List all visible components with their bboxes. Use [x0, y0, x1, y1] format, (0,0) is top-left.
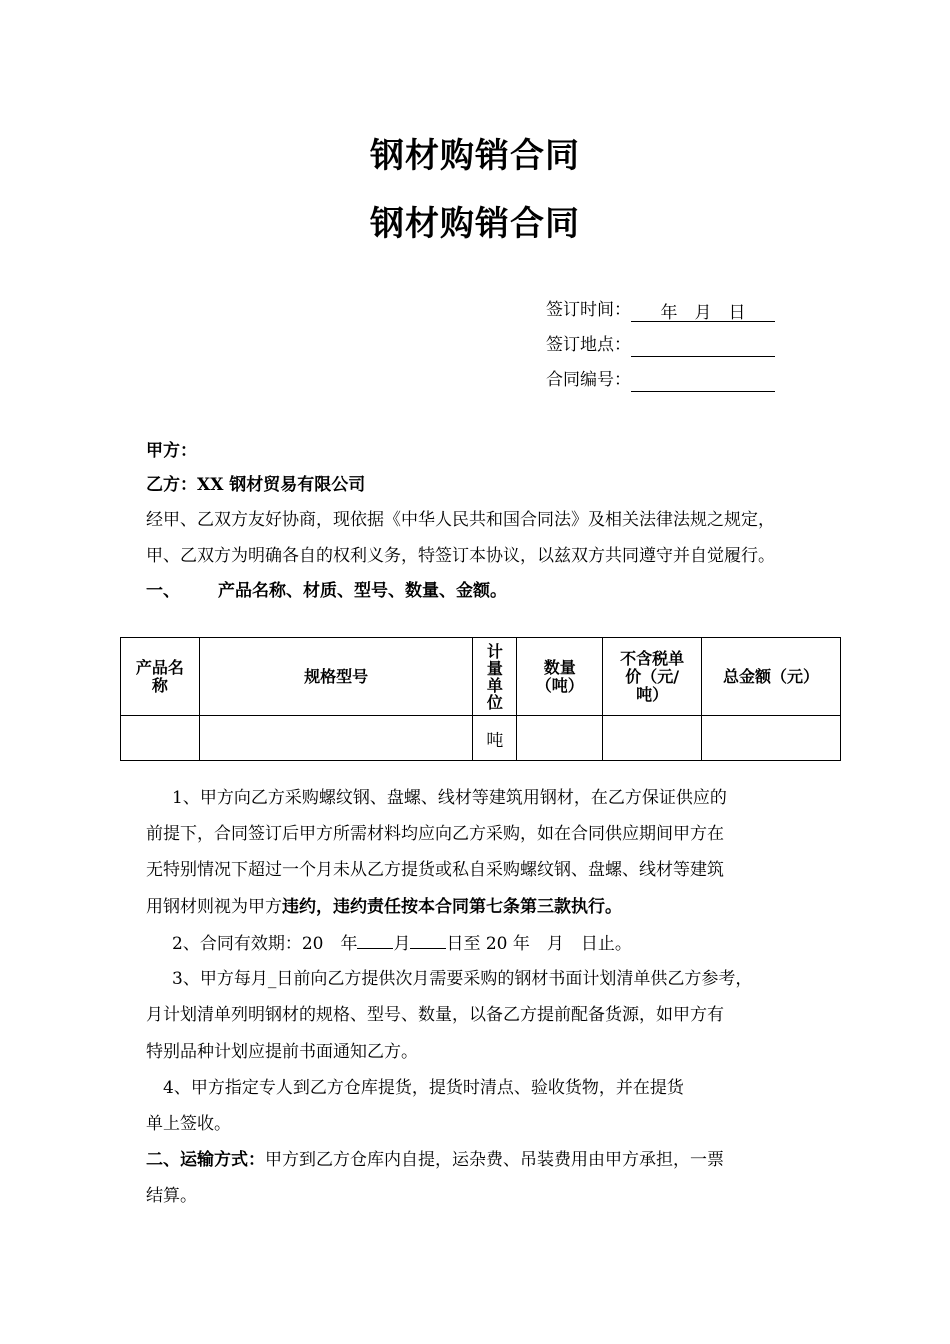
section-1-heading [146, 578, 507, 604]
clause-2-part-c: 日至 20 年 月 日止。 [446, 934, 632, 954]
sign-place-row [546, 333, 775, 357]
document-title-repeat: 钢材购销合同 [370, 204, 580, 244]
cell-quantity[interactable] [517, 716, 603, 761]
section-2-text: 甲方到乙方仓库内自提，运杂费、吊装费用由甲方承担，一票 [265, 1150, 724, 1170]
clause-3-line-3: 特别品种计划应提前书面通知乙方。 [146, 1042, 418, 1062]
sign-time-field[interactable]: 年 月 日 [631, 301, 775, 322]
sign-place-label: 签订地点： [546, 335, 631, 355]
section-2-heading: 二、运输方式： [146, 1150, 265, 1170]
header-product-name: 产品名 称 [121, 638, 200, 716]
cell-spec[interactable] [199, 716, 473, 761]
intro-line-2: 甲、乙双方为明确各自的权利义务，特签订本协议，以兹双方共同遵守并自觉履行。 [146, 546, 775, 566]
sign-place-field[interactable] [631, 336, 775, 357]
header-quantity: 数量 （吨） [517, 638, 603, 716]
clause-2-part-b: 月 [393, 934, 411, 954]
document-title: 钢材购销合同 [370, 136, 580, 176]
header-unit [473, 638, 517, 716]
cell-unit: 吨 [473, 716, 517, 761]
sign-time-row [546, 298, 775, 322]
party-b-name: XX 钢材贸易有限公司 [197, 475, 366, 495]
party-b [146, 472, 365, 498]
clause-2-day-blank[interactable] [410, 930, 446, 949]
party-a: 甲方： [146, 441, 197, 461]
section-1-title: 产品名称、材质、型号、数量、金额。 [218, 581, 507, 601]
cell-total[interactable] [702, 716, 841, 761]
clause-2 [172, 930, 632, 956]
clause-1-line-2: 前提下，合同签订后甲方所需材料均应向乙方采购，如在合同供应期间甲方在 [146, 824, 724, 844]
clause-3-line-1: 3、甲方每月_日前向乙方提供次月需要采购的钢材书面计划清单供乙方参考， [172, 969, 753, 989]
table-header-row [121, 638, 841, 716]
header-total: 总金额（元） [702, 638, 841, 716]
section-1-number: 一、 [146, 581, 180, 601]
header-unit-text: 计量单位 [486, 641, 503, 712]
contract-no-row [546, 368, 775, 392]
clause-4-line-2: 单上签收。 [146, 1114, 231, 1134]
cell-product-name[interactable] [121, 716, 200, 761]
clause-4-line-1: 4、甲方指定专人到乙方仓库提货，提货时清点、验收货物，并在提货 [163, 1078, 684, 1098]
section-2 [146, 1147, 724, 1173]
clause-1-line-1: 1、甲方向乙方采购螺纹钢、盘螺、线材等建筑用钢材，在乙方保证供应的 [172, 788, 727, 808]
header-spec: 规格型号 [199, 638, 473, 716]
clause-1-line-4 [146, 894, 622, 920]
intro-line-1: 经甲、乙双方友好协商，现依据《中华人民共和国合同法》及相关法律法规之规定， [146, 510, 775, 530]
party-b-label: 乙方： [146, 475, 197, 495]
clause-3-line-2: 月计划清单列明钢材的规格、型号、数量，以备乙方提前配备货源，如甲方有 [146, 1005, 724, 1025]
table-row [121, 716, 841, 761]
product-table [120, 637, 841, 761]
contract-no-label: 合同编号： [546, 370, 631, 390]
clause-2-month-blank[interactable] [357, 930, 393, 949]
clause-1-line-4-text: 用钢材则视为甲方 [146, 897, 282, 917]
contract-no-field[interactable] [631, 371, 775, 392]
sign-time-label: 签订时间： [546, 300, 631, 320]
clause-1-breach-text: 违约，违约责任按本合同第七条第三款执行。 [282, 897, 622, 917]
section-2-line-2: 结算。 [146, 1186, 197, 1206]
clause-2-part-a: 2、合同有效期：20 年 [172, 934, 358, 954]
clause-1-line-3: 无特别情况下超过一个月未从乙方提货或私自采购螺纹钢、盘螺、线材等建筑 [146, 860, 724, 880]
cell-price[interactable] [603, 716, 702, 761]
header-price: 不含税单 价（元/ 吨） [603, 638, 702, 716]
